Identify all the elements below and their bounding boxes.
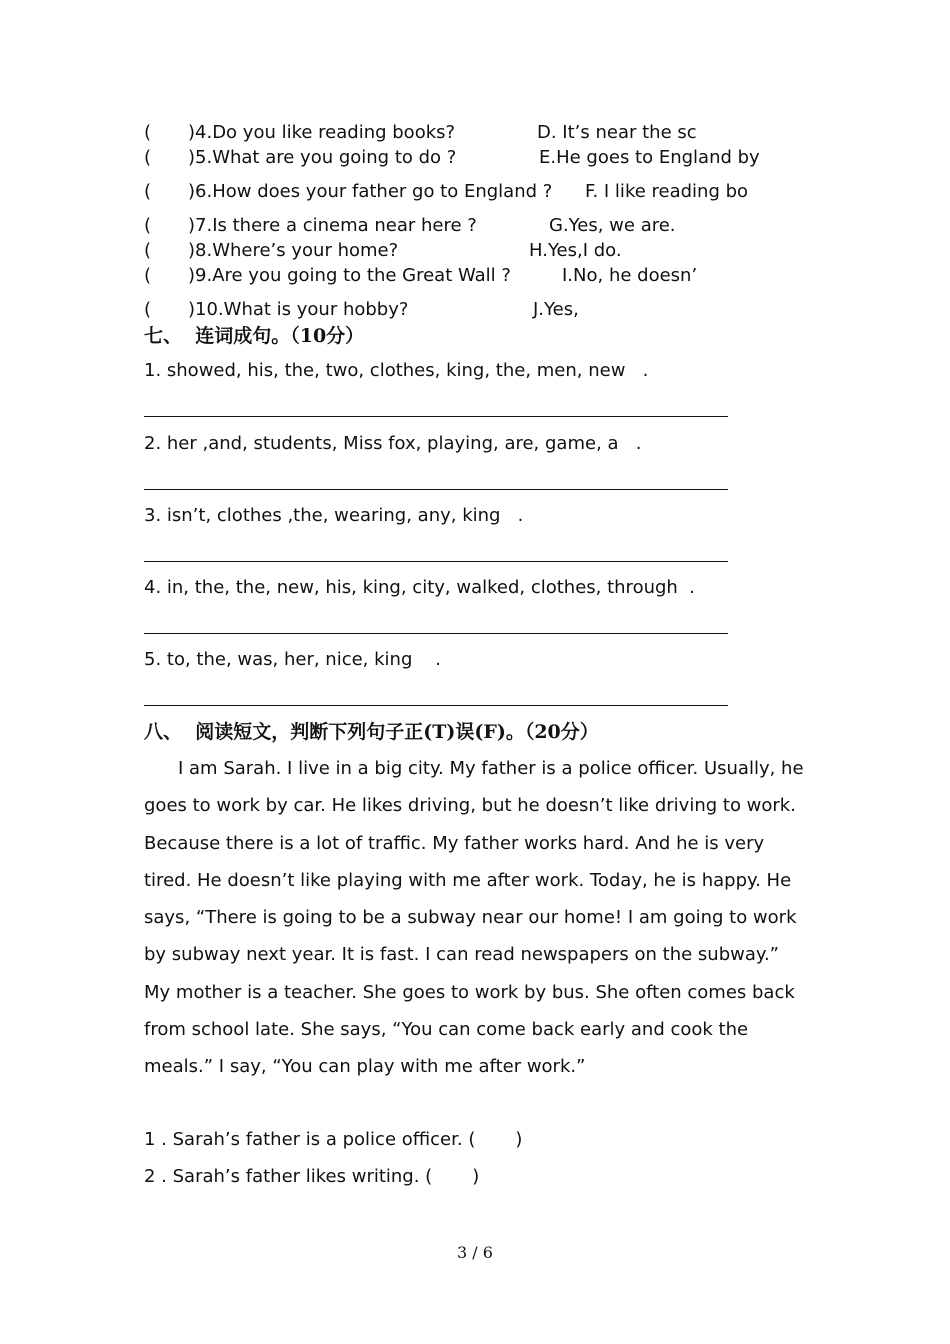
matching-question: )4.Do you like reading books? (188, 122, 456, 143)
sentence-item: 2. her ,and, students, Miss fox, playing, are, game, a . (144, 433, 642, 454)
matching-question: )6.How does your father go to England ? (188, 181, 553, 202)
answer-line (144, 416, 728, 417)
answer-line (144, 633, 728, 634)
sentence-item: 1. showed, his, the, two, clothes, king, the, men, new . (144, 360, 649, 381)
matching-question: )7.Is there a cinema near here ? (188, 215, 477, 236)
matching-question: )10.What is your hobby? (188, 299, 409, 320)
matching-row: ( )6.How does your father go to England ? (144, 181, 553, 202)
matching-question: )9.Are you going to the Great Wall ? (188, 265, 511, 286)
matching-answer: H.Yes,I do. (529, 240, 622, 261)
section-title: 八、 阅读短文，判断下列句子正(T)误(F)。（20分） (144, 721, 599, 743)
sentence-item: 4. in, the, the, new, his, king, city, walked, clothes, through . (144, 577, 695, 598)
matching-answer: E.He goes to England by (539, 147, 760, 168)
tf-question: 1 . Sarah’s father is a police officer. ( ) (144, 1129, 523, 1150)
sentence-item: 3. isn’t, clothes ,the, wearing, any, king . (144, 505, 524, 526)
reading-passage (144, 750, 804, 1086)
matching-row: ( )7.Is there a cinema near here ? (144, 215, 477, 236)
matching-answer: F. I like reading bo (585, 181, 749, 202)
matching-answer: I.No, he doesn’ (562, 265, 698, 286)
matching-row: ( )9.Are you going to the Great Wall ? (144, 265, 511, 286)
passage-text: I am Sarah. I live in a big city. My father is a police officer. Usually, he goes to work by car. He likes driving, but he doesn’t like driving to work. Because there is a lot of traffic. My father works hard. And he is very tired. He doesn’t like playing with me after work. Today, he is happy. He says, “There is going to be a subway near our home! I am going to work by subway next year. It is fast. I can read newspapers on the subway.” My mother is a teacher. She goes to work by bus. She often comes back from school late. She says, “You can come back early and cook the meals.” I say, “You can play with me after work.” (144, 758, 804, 1078)
sentence-item: 5. to, the, was, her, nice, king . (144, 649, 441, 670)
section-title: 七、 连词成句。（10分） (144, 325, 365, 347)
tf-question: 2 . Sarah’s father likes writing. ( ) (144, 1166, 480, 1187)
matching-question: )5.What are you going to do ? (188, 147, 457, 168)
page-number: 3 / 6 (457, 1243, 493, 1262)
matching-row: ( )4.Do you like reading books? (144, 122, 456, 143)
matching-answer: G.Yes, we are. (549, 215, 676, 236)
matching-question: )8.Where’s your home? (188, 240, 399, 261)
answer-line (144, 705, 728, 706)
matching-row: ( )5.What are you going to do ? (144, 147, 457, 168)
matching-row: ( )10.What is your hobby? (144, 299, 409, 320)
answer-line (144, 561, 728, 562)
answer-line (144, 489, 728, 490)
matching-row: ( )8.Where’s your home? (144, 240, 399, 261)
matching-answer: J.Yes, (533, 299, 579, 320)
matching-answer: D. It’s near the sc (537, 122, 697, 143)
